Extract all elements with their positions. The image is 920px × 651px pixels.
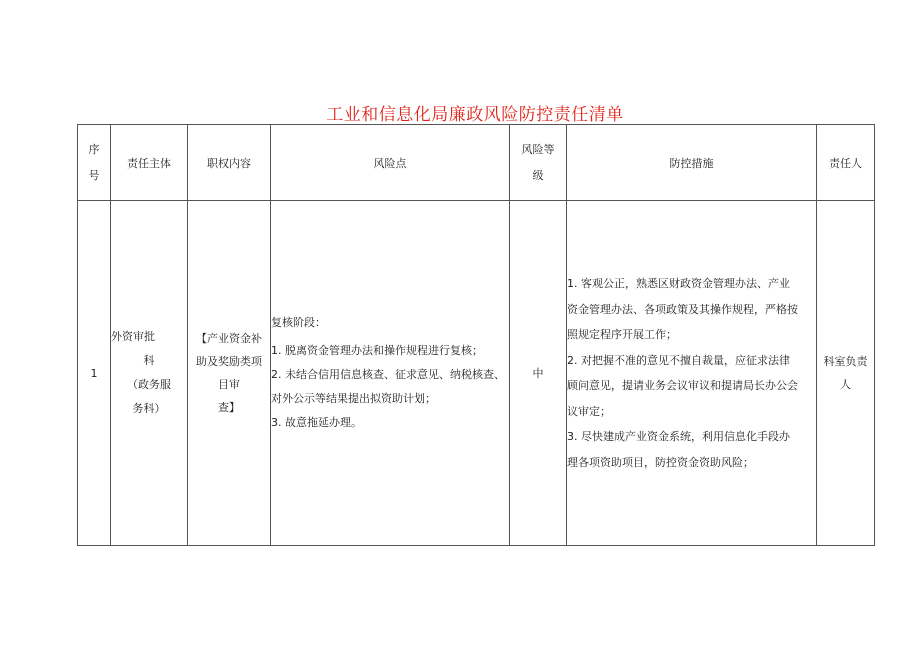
- table-row: [78, 201, 875, 546]
- row-measures: 1. 客观公正，熟悉区财政资金管理办法、产业 资金管理办法、各项政策及其操作规程，严格按 照规定程序开展工作； 2. 对把握不准的意见不擅自裁量，应征求法律 顾问意见，提请业务会议审议和提请局长办公会 议审定； 3. 尽快建成产业资金系统，利用信息化手段办 理各项资助项目，防控资金资助风险；: [567, 201, 817, 546]
- row-owner: 科室负责 人: [817, 201, 875, 546]
- header-scope: 职权内容: [188, 125, 271, 201]
- header-level: 风险等 级: [510, 125, 567, 201]
- risk-table: [77, 124, 875, 546]
- page-title: 工业和信息化局廉政风险防控责任清单: [326, 105, 624, 125]
- row-seq: 1: [78, 201, 111, 546]
- header-subject: 责任主体: [111, 125, 188, 201]
- row-scope: 【产业资金补 助及奖励类项 目审 查】: [188, 201, 271, 546]
- header-risk: 风险点: [271, 125, 510, 201]
- table-header-row: [78, 125, 875, 201]
- header-seq: 序 号: [78, 125, 111, 201]
- row-risk: 复核阶段： 1. 脱离资金管理办法和操作规程进行复核； 2. 未结合信用信息核查、征求意见、纳税核查、 对外公示等结果提出拟资助计划； 3. 故意拖延办理。: [271, 201, 510, 546]
- row-subject: 外资审批 科 （政务服 务科）: [111, 201, 188, 546]
- row-level: 中: [510, 201, 567, 546]
- header-measures: 防控措施: [567, 125, 817, 201]
- header-owner: 责任人: [817, 125, 875, 201]
